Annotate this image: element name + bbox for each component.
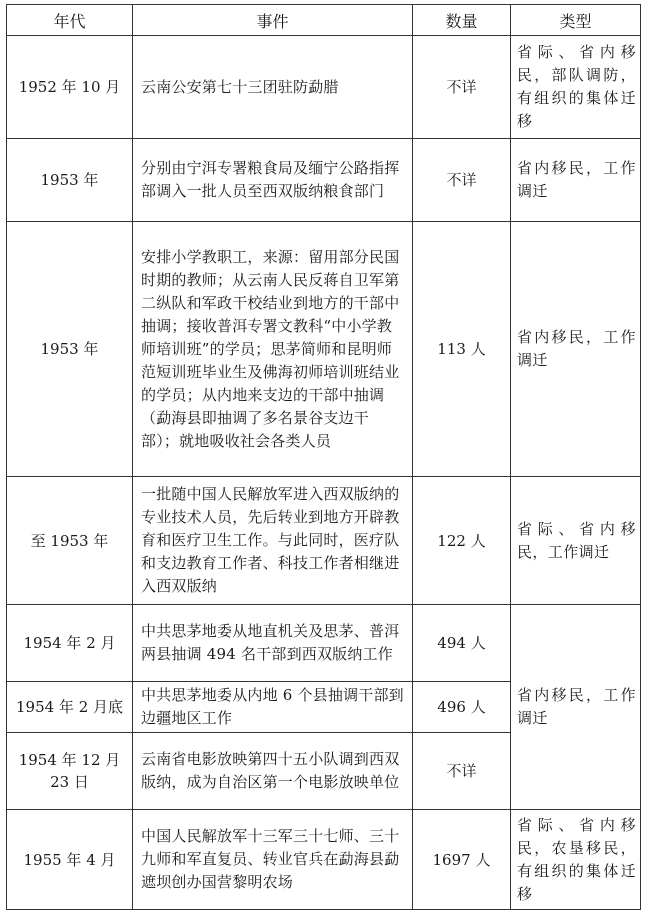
row-event: 中共思茅地委从内地 6 个县抽调干部到边疆地区工作	[133, 682, 413, 733]
row-count: 496 人	[413, 682, 511, 733]
table-row	[7, 36, 641, 139]
row-year: 1952 年 10 月	[7, 36, 133, 139]
migration-records-table	[6, 4, 641, 910]
table-row	[7, 139, 641, 222]
header-count: 数量	[413, 5, 511, 36]
row-year: 1955 年 4 月	[7, 810, 133, 910]
row-count: 113 人	[413, 222, 511, 477]
row-count: 122 人	[413, 477, 511, 605]
row-type: 省际、省内移民，农垦移民，有组织的集体迁移	[511, 810, 641, 910]
table-header-row	[7, 5, 641, 36]
row-year: 1954 年 2 月底	[7, 682, 133, 733]
row-year: 1953 年	[7, 222, 133, 477]
row-event: 云南公安第七十三团驻防勐腊	[133, 36, 413, 139]
row-type: 省内移民，工作调迁	[511, 222, 641, 477]
row-type: 省际、省内移民，部队调防，有组织的集体迁移	[511, 36, 641, 139]
row-event: 分别由宁洱专署粮食局及缅宁公路指挥部调入一批人员至西双版纳粮食部门	[133, 139, 413, 222]
row-count: 1697 人	[413, 810, 511, 910]
row-type: 省内移民，工作调迁	[511, 139, 641, 222]
row-count: 不详	[413, 139, 511, 222]
row-count: 不详	[413, 733, 511, 810]
row-type: 省内移民，工作调迁	[511, 605, 641, 810]
row-event: 云南省电影放映第四十五小队调到西双版纳，成为自治区第一个电影放映单位	[133, 733, 413, 810]
header-event: 事件	[133, 5, 413, 36]
table-row	[7, 605, 641, 682]
header-year: 年代	[7, 5, 133, 36]
table-row	[7, 477, 641, 605]
row-type: 省际、省内移民，工作调迁	[511, 477, 641, 605]
row-year: 1954 年 12 月 23 日	[7, 733, 133, 810]
row-event: 安排小学教职工，来源：留用部分民国时期的教师；从云南人民反蒋自卫军第二纵队和军政干校结业到地方的干部中抽调；接收普洱专署文教科“中小学教师培训班”的学员；思茅简师和昆明师范短训班毕业生及佛海初师培训班结业的学员；从内地来支边的干部中抽调（勐海县即抽调了多名景谷支边干部）；就地吸收社会各类人员	[133, 222, 413, 477]
row-year: 至 1953 年	[7, 477, 133, 605]
row-count: 494 人	[413, 605, 511, 682]
table-row	[7, 810, 641, 910]
header-type: 类型	[511, 5, 641, 36]
row-count: 不详	[413, 36, 511, 139]
row-year: 1953 年	[7, 139, 133, 222]
row-year: 1954 年 2 月	[7, 605, 133, 682]
row-event: 中共思茅地委从地直机关及思茅、普洱两县抽调 494 名干部到西双版纳工作	[133, 605, 413, 682]
row-event: 一批随中国人民解放军进入西双版纳的专业技术人员，先后转业到地方开辟教育和医疗卫生工作。与此同时，医疗队和支边教育工作者、科技工作者相继进入西双版纳	[133, 477, 413, 605]
table-row	[7, 222, 641, 477]
row-event: 中国人民解放军十三军三十七师、三十九师和军直复员、转业官兵在勐海县勐遮坝创办国营黎明农场	[133, 810, 413, 910]
